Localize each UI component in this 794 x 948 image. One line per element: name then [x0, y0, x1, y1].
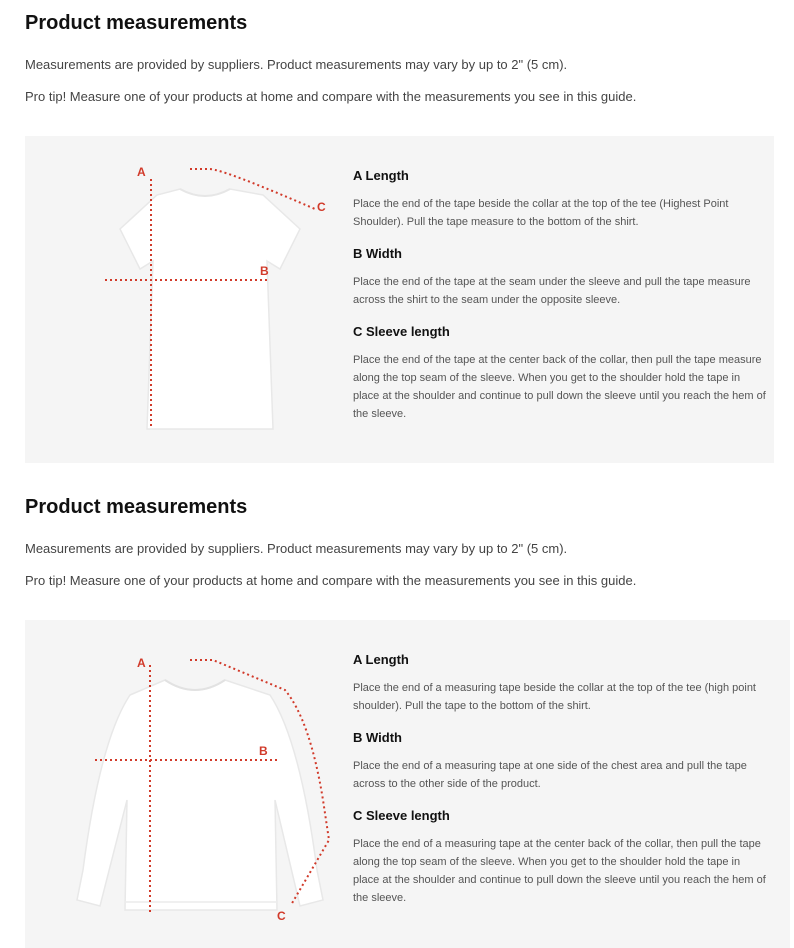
measurement-desc-b: Place the end of the tape at the seam under the sleeve and pull the tape measure across the shirt to the seam under the opposite sleeve. — [353, 276, 751, 306]
measurement-desc-c: Place the end of a measuring tape at the center back of the collar, then pull the tape along the top seam of the sleeve. When you get to the shoulder hold the tape in place at the shoulder and continue to pull down the sleeve until you reach the hem of the sleeve. — [353, 838, 766, 904]
sweatshirt-shape — [77, 680, 323, 910]
measurement-desc-c: Place the end of the tape at the center back of the collar, then pull the tape measure along the top seam of the sleeve. When you get to the shoulder hold the tape in place at the shoulder and continue to pull down the sleeve until you reach the hem of the sleeve. — [353, 354, 766, 420]
measurements-section-tee — [25, 0, 775, 470]
measurement-info — [353, 620, 773, 948]
section-title: Product measurements — [25, 12, 248, 34]
marker-a: A — [137, 656, 146, 670]
measurement-desc-a: Place the end of a measuring tape beside the collar at the top of the tee (high point shoulder). Pull the tape to the bottom of the shirt. — [353, 682, 756, 712]
measurement-info — [353, 136, 773, 463]
measurement-panel — [25, 620, 790, 948]
marker-b: B — [260, 264, 269, 278]
measurement-title-c: C Sleeve length — [353, 808, 450, 823]
sweatshirt-measurement-diagram — [55, 640, 345, 940]
measurement-panel — [25, 136, 774, 463]
marker-a: A — [137, 165, 146, 179]
marker-c: C — [317, 200, 326, 214]
tshirt-shape — [120, 189, 300, 429]
pro-tip-text: Pro tip! Measure one of your products at home and compare with the measurements you see in this guide. — [25, 573, 637, 588]
tshirt-measurement-diagram — [85, 151, 345, 451]
measurement-title-a: A Length — [353, 168, 409, 183]
measurement-title-b: B Width — [353, 246, 402, 261]
marker-c: C — [277, 909, 286, 923]
intro-text: Measurements are provided by suppliers. Product measurements may vary by up to 2" (5 cm). — [25, 541, 568, 556]
measurement-desc-b: Place the end of a measuring tape at one side of the chest area and pull the tape across to the other side of the product. — [353, 760, 747, 790]
section-title: Product measurements — [25, 496, 248, 518]
pro-tip-text: Pro tip! Measure one of your products at home and compare with the measurements you see in this guide. — [25, 89, 637, 104]
measurements-section-sweatshirt — [25, 485, 794, 948]
measurement-desc-a: Place the end of the tape beside the collar at the top of the tee (Highest Point Shoulder). Pull the tape measure to the bottom of the shirt. — [353, 198, 729, 228]
marker-b: B — [259, 744, 268, 758]
intro-text: Measurements are provided by suppliers. Product measurements may vary by up to 2" (5 cm). — [25, 57, 568, 72]
measurement-title-b: B Width — [353, 730, 402, 745]
measurement-title-c: C Sleeve length — [353, 324, 450, 339]
measurement-title-a: A Length — [353, 652, 409, 667]
